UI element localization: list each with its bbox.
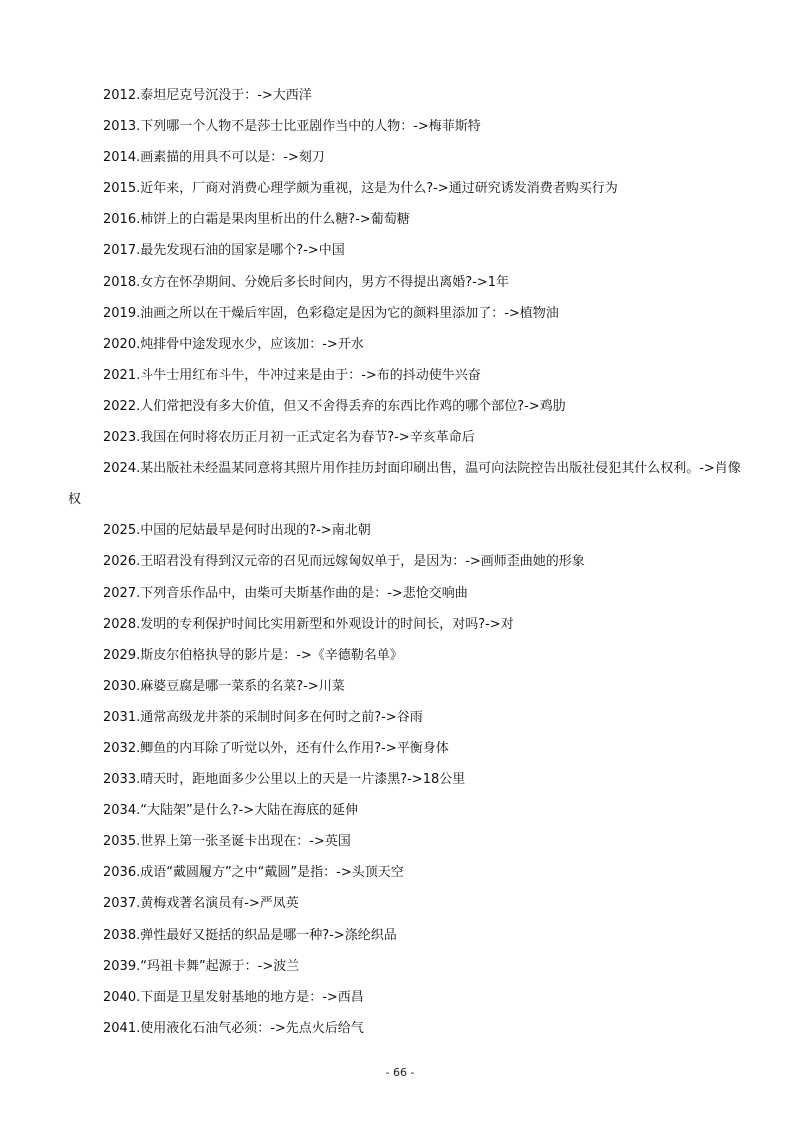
question-item: 2021.斗牛士用红布斗牛，牛冲过来是由于：->布的抖动使牛兴奋 — [103, 367, 481, 383]
question-item: 2038.弹性最好又挺括的织品是哪一种?->涤纶织品 — [103, 927, 397, 943]
question-item: 2016.柿饼上的白霜是果肉里析出的什么糖?->葡萄糖 — [103, 212, 410, 228]
question-item: 2025.中国的尼姑最早是何时出现的?->南北朝 — [103, 523, 371, 539]
question-item: 2022.人们常把没有多大价值，但又不舍得丢弃的东西比作鸡的哪个部位?->鸡肋 — [103, 398, 566, 414]
question-item: 2030.麻婆豆腐是哪一菜系的名菜?->川菜 — [103, 678, 345, 694]
question-item: 2018.女方在怀孕期间、分娩后多长时间内，男方不得提出离婚?->1年 — [103, 274, 509, 290]
question-item: 2012.泰坦尼克号沉没于：->大西洋 — [103, 88, 312, 103]
page-number: - 66 - — [385, 1066, 415, 1079]
question-item: 2036.成语“戴圆履方”之中“戴圆”是指：->头顶天空 — [103, 865, 404, 881]
question-item: 2037.黄梅戏著名演员有->严凤英 — [103, 896, 299, 912]
question-item: 2034.“大陆架”是什么?->大陆在海底的延伸 — [103, 803, 359, 819]
question-item: 2033.晴天时，距地面多少公里以上的天是一片漆黑?->18公里 — [103, 772, 466, 788]
question-item: 2024.某出版社未经温某同意将其照片用作挂历封面印刷出售，温可向法院控告出版社侵犯其什么权利。->肖像权 — [68, 461, 741, 508]
question-item: 2017.最先发现石油的国家是哪个?->中国 — [103, 243, 345, 259]
question-item: 2014.画素描的用具不可以是：->刻刀 — [103, 150, 325, 166]
question-item: 2035.世界上第一张圣诞卡出现在：->英国 — [103, 834, 351, 850]
question-item: 2019.油画之所以在干燥后牢固，色彩稳定是因为它的颜料里添加了：->植物油 — [103, 305, 559, 321]
question-item: 2026.王昭君没有得到汉元帝的召见而远嫁匈奴单于，是因为：->画师歪曲她的形象 — [103, 554, 585, 570]
question-item: 2020.炖排骨中途发现水少，应该加：->开水 — [103, 336, 364, 352]
question-item: 2028.发明的专利保护时间比实用新型和外观设计的时间长，对吗?->对 — [103, 616, 514, 632]
question-item: 2023.我国在何时将农历正月初一正式定名为春节?->辛亥革命后 — [103, 430, 475, 446]
question-list — [68, 80, 748, 1044]
question-item: 2032.鲫鱼的内耳除了听觉以外，还有什么作用?->平衡身体 — [103, 740, 449, 756]
question-item: 2040.下面是卫星发射基地的地方是：->西昌 — [103, 989, 364, 1005]
question-item: 2027.下列音乐作品中，由柴可夫斯基作曲的是：->悲怆交响曲 — [103, 585, 468, 601]
question-item: 2029.斯皮尔伯格执导的影片是：->《辛德勒名单》 — [103, 647, 403, 663]
question-item: 2039.“玛祖卡舞”起源于：->波兰 — [103, 958, 300, 974]
question-item: 2031.通常高级龙井茶的采制时间多在何时之前?->谷雨 — [103, 709, 423, 725]
question-item: 2015.近年来，厂商对消费心理学颇为重视，这是为什么?->通过研究诱发消费者购买行为 — [103, 181, 618, 197]
question-item: 2041.使用液化石油气必须：->先点火后给气 — [103, 1020, 364, 1036]
question-item: 2013.下列哪一个人物不是莎士比亚剧作当中的人物：->梅菲斯特 — [103, 119, 481, 135]
